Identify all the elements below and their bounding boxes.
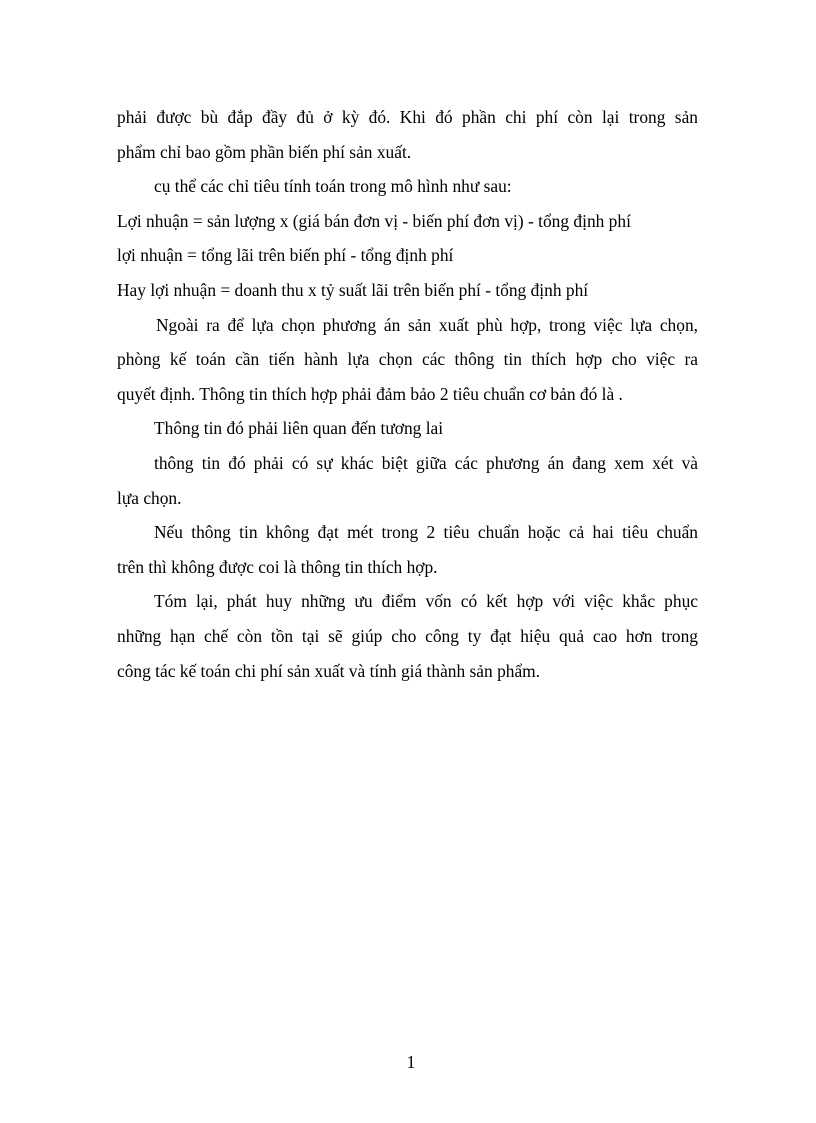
text-line-11: thông tin đó phải có sự khác biệt giữa các phương án đang xem xét và — [154, 452, 698, 473]
text-line-6: Hay lợi nhuận = doanh thu x tỷ suất lãi trên biến phí - tổng định phí — [117, 279, 589, 300]
text-line-14: trên thì không được coi là thông tin thích hợp. — [117, 556, 438, 577]
body-text — [117, 100, 698, 688]
text-line-16: những hạn chế còn tồn tại sẽ giúp cho công ty đạt hiệu quả cao hơn trong — [117, 625, 698, 646]
text-line-15: Tóm lại, phát huy những ưu điểm vốn có kết hợp với việc khắc phục — [154, 591, 698, 612]
text-line-13: Nếu thông tin không đạt mét trong 2 tiêu chuẩn hoặc cả hai tiêu chuẩn — [154, 522, 698, 543]
text-line-1: phải được bù đắp đầy đủ ở kỳ đó. Khi đó phần chi phí còn lại trong sản — [117, 107, 698, 127]
text-line-7: Ngoài ra để lựa chọn phương án sản xuất phù hợp, trong việc lựa chọn, — [156, 314, 698, 335]
text-line-12: lựa chọn. — [117, 487, 182, 508]
text-line-8: phòng kế toán cần tiến hành lựa chọn các thông tin thích hợp cho việc ra — [117, 349, 698, 370]
text-line-5: lợi nhuận = tổng lãi trên biến phí - tổng định phí — [117, 245, 454, 266]
text-line-10: Thông tin đó phải liên quan đến tương lai — [154, 418, 444, 439]
text-line-9: quyết định. Thông tin thích hợp phải đảm bảo 2 tiêu chuẩn cơ bản đó là . — [117, 383, 623, 404]
text-line-4: Lợi nhuận = sản lượng x (giá bán đơn vị - biến phí đơn vị) - tổng định phí — [117, 210, 631, 231]
text-line-2: phẩm chỉ bao gồm phần biến phí sản xuất. — [117, 141, 412, 162]
text-line-17: công tác kế toán chi phí sản xuất và tính giá thành sản phẩm. — [117, 660, 541, 681]
page-number: 1 — [406, 1052, 416, 1072]
text-line-3: cụ thể các chỉ tiêu tính toán trong mô hình như sau: — [154, 176, 512, 197]
